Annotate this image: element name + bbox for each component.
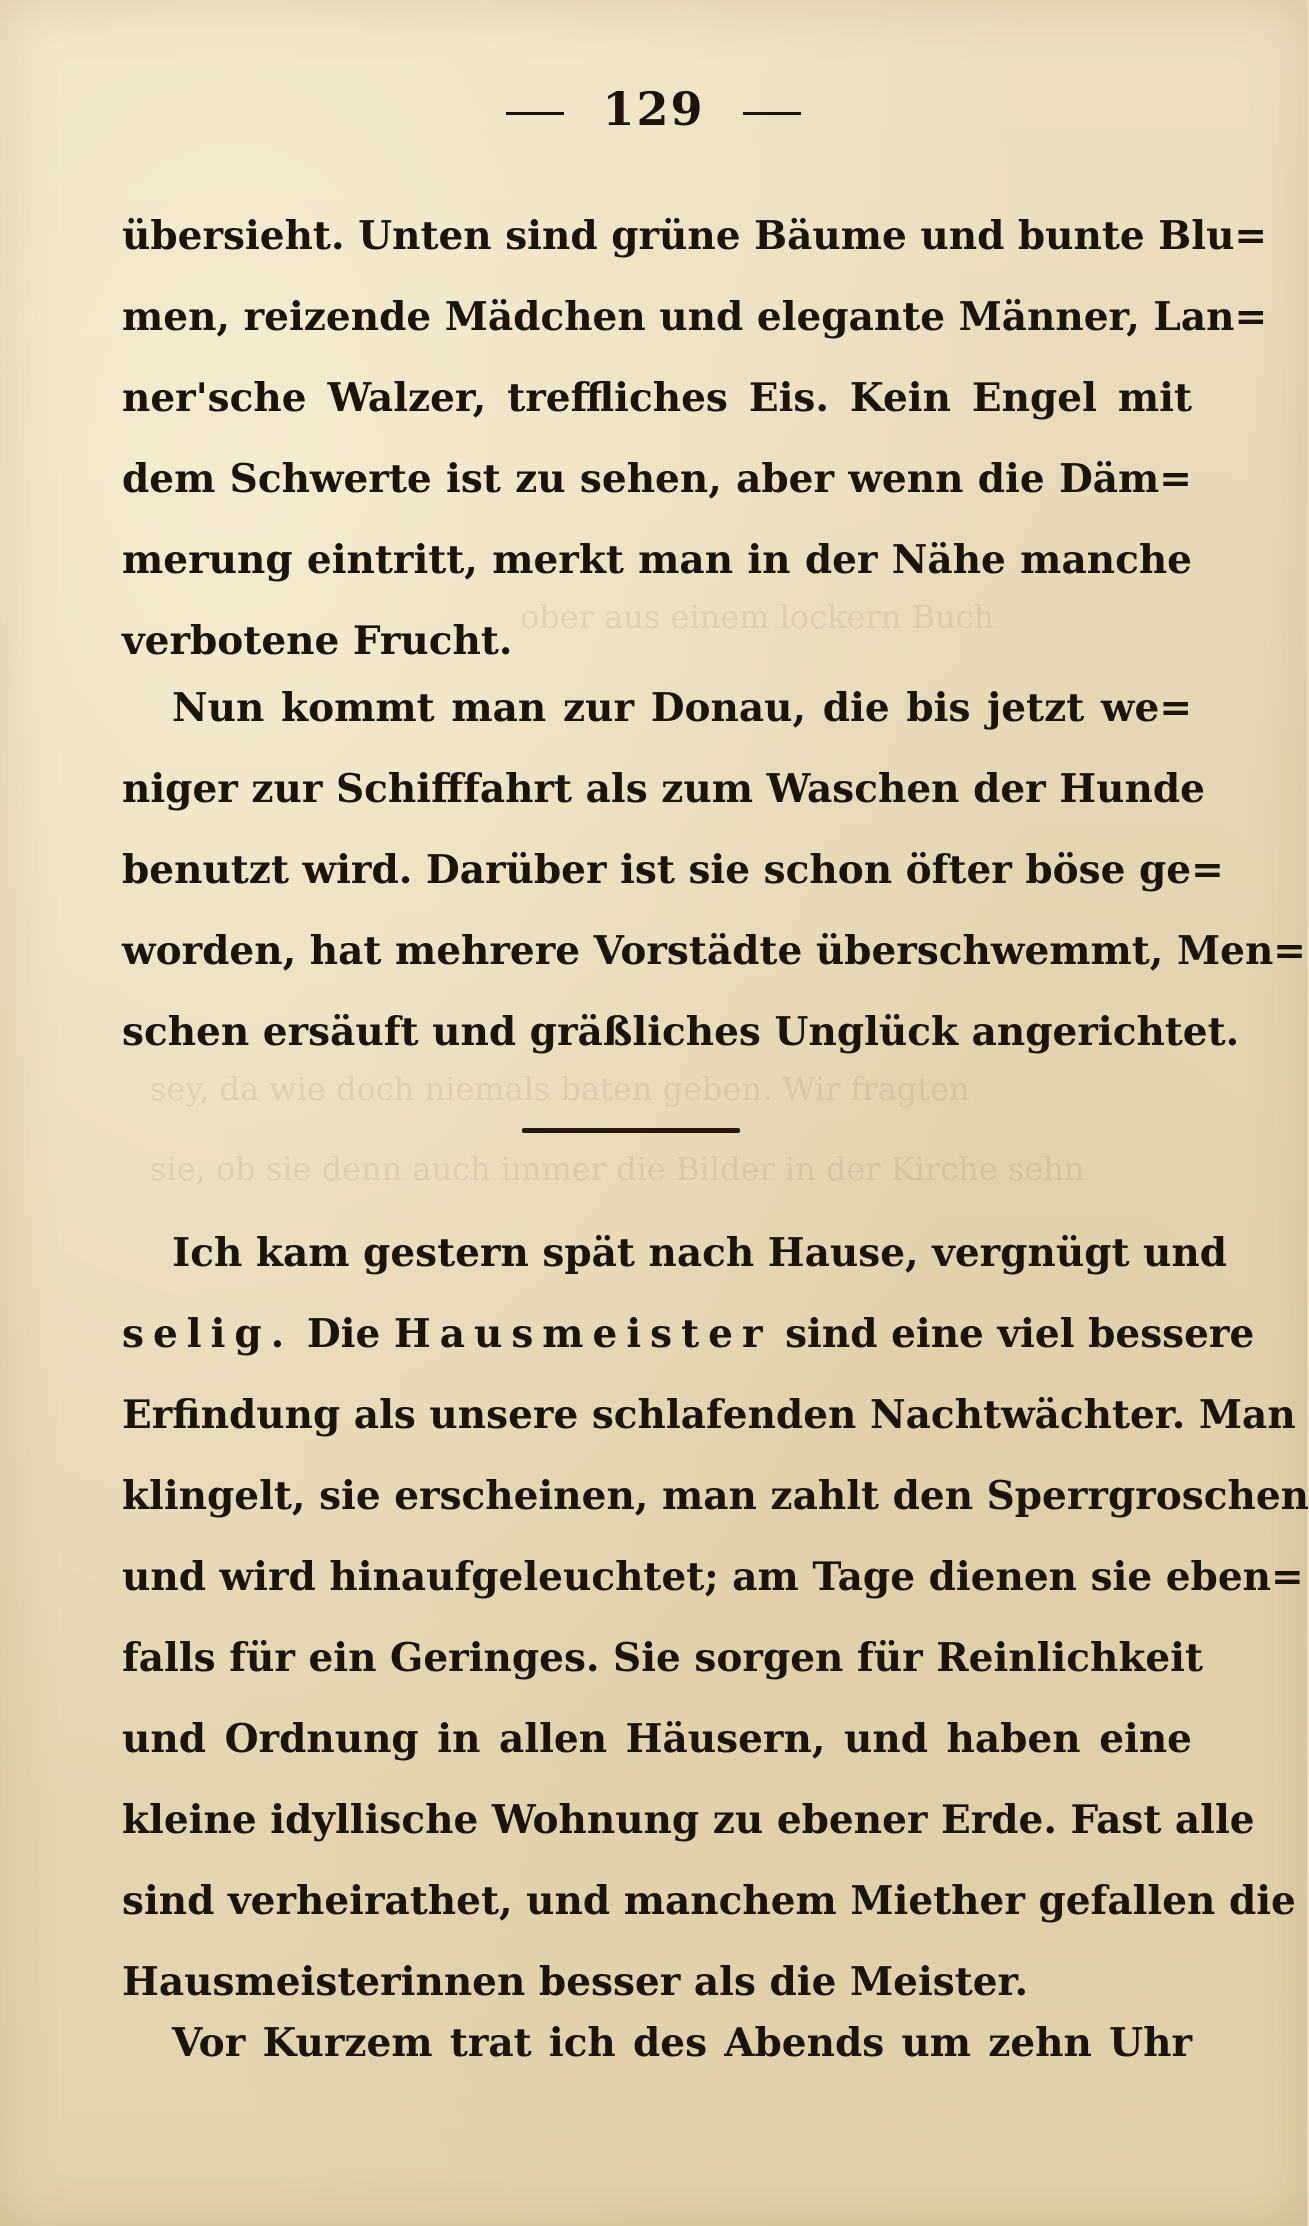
text-line: Nun kommt man zur Donau, die bis jetzt we=	[172, 685, 1192, 731]
section-divider	[522, 1128, 740, 1133]
text-line: sind verheirathet, und manchem Miether gefallen die	[122, 1878, 1296, 1924]
text-line: klingelt, sie erscheinen, man zahlt den Sperrgroschen	[122, 1473, 1309, 1519]
text-line: worden, hat mehrere Vorstädte überschwemmt, Men=	[122, 928, 1306, 974]
emphasized-word: selig.	[122, 1311, 294, 1357]
text-line: übersieht. Unten sind grüne Bäume und bunte Blu=	[122, 213, 1268, 259]
paragraph	[122, 668, 1306, 1073]
bleed-through-text: sie, ob sie denn auch immer die Bilder in der Kirche sehn	[150, 1150, 1085, 1188]
text-line: Vor Kurzem trat ich des Abends um zehn Uhr	[172, 2020, 1192, 2066]
paragraph	[122, 2003, 1192, 2084]
text-line: Erfindung als unsere schlafenden Nachtwächter. Man	[122, 1392, 1296, 1438]
paragraph	[122, 196, 1268, 682]
text-line: Ich kam gestern spät nach Hause, vergnügt und	[172, 1230, 1228, 1276]
text-line: ner'sche Walzer, treffliches Eis. Kein Engel mit	[122, 375, 1192, 421]
text-line: benutzt wird. Darüber ist sie schon öfter böse ge=	[122, 847, 1224, 893]
text-line: dem Schwerte ist zu sehen, aber wenn die Däm=	[122, 456, 1192, 502]
bleed-through-text: sey, da wie doch niemals baten geben. Wir fragten	[150, 1070, 970, 1108]
text-line: kleine idyllische Wohnung zu ebener Erde. Fast alle	[122, 1797, 1255, 1843]
page-number-dash-right	[743, 112, 801, 115]
text-line: niger zur Schifffahrt als zum Waschen der Hunde	[122, 766, 1205, 812]
page-number	[0, 82, 1307, 136]
page-number-value: 129	[602, 82, 705, 136]
text-line: merung eintritt, merkt man in der Nähe manche	[122, 537, 1192, 583]
page-number-dash-left	[506, 112, 564, 115]
text-line: selig. Die Hausmeister sind eine viel bessere	[122, 1311, 1255, 1357]
bleed-through-text: ober aus einem lockern Buch	[520, 598, 995, 636]
emphasized-word: Hausmeister	[393, 1311, 772, 1357]
text-line: verbotene Frucht.	[122, 618, 513, 664]
text-line: falls für ein Geringes. Sie sorgen für Reinlichkeit	[122, 1635, 1204, 1681]
paragraph	[122, 1213, 1309, 2023]
text-line: und Ordnung in allen Häusern, und haben eine	[122, 1716, 1192, 1762]
text-line: schen ersäuft und gräßliches Unglück angerichtet.	[122, 1009, 1240, 1055]
text-line: men, reizende Mädchen und elegante Männer, Lan=	[122, 294, 1268, 340]
text-line: und wird hinaufgeleuchtet; am Tage dienen sie eben=	[122, 1554, 1304, 1600]
text-line: Hausmeisterinnen besser als die Meister.	[122, 1959, 1029, 2005]
